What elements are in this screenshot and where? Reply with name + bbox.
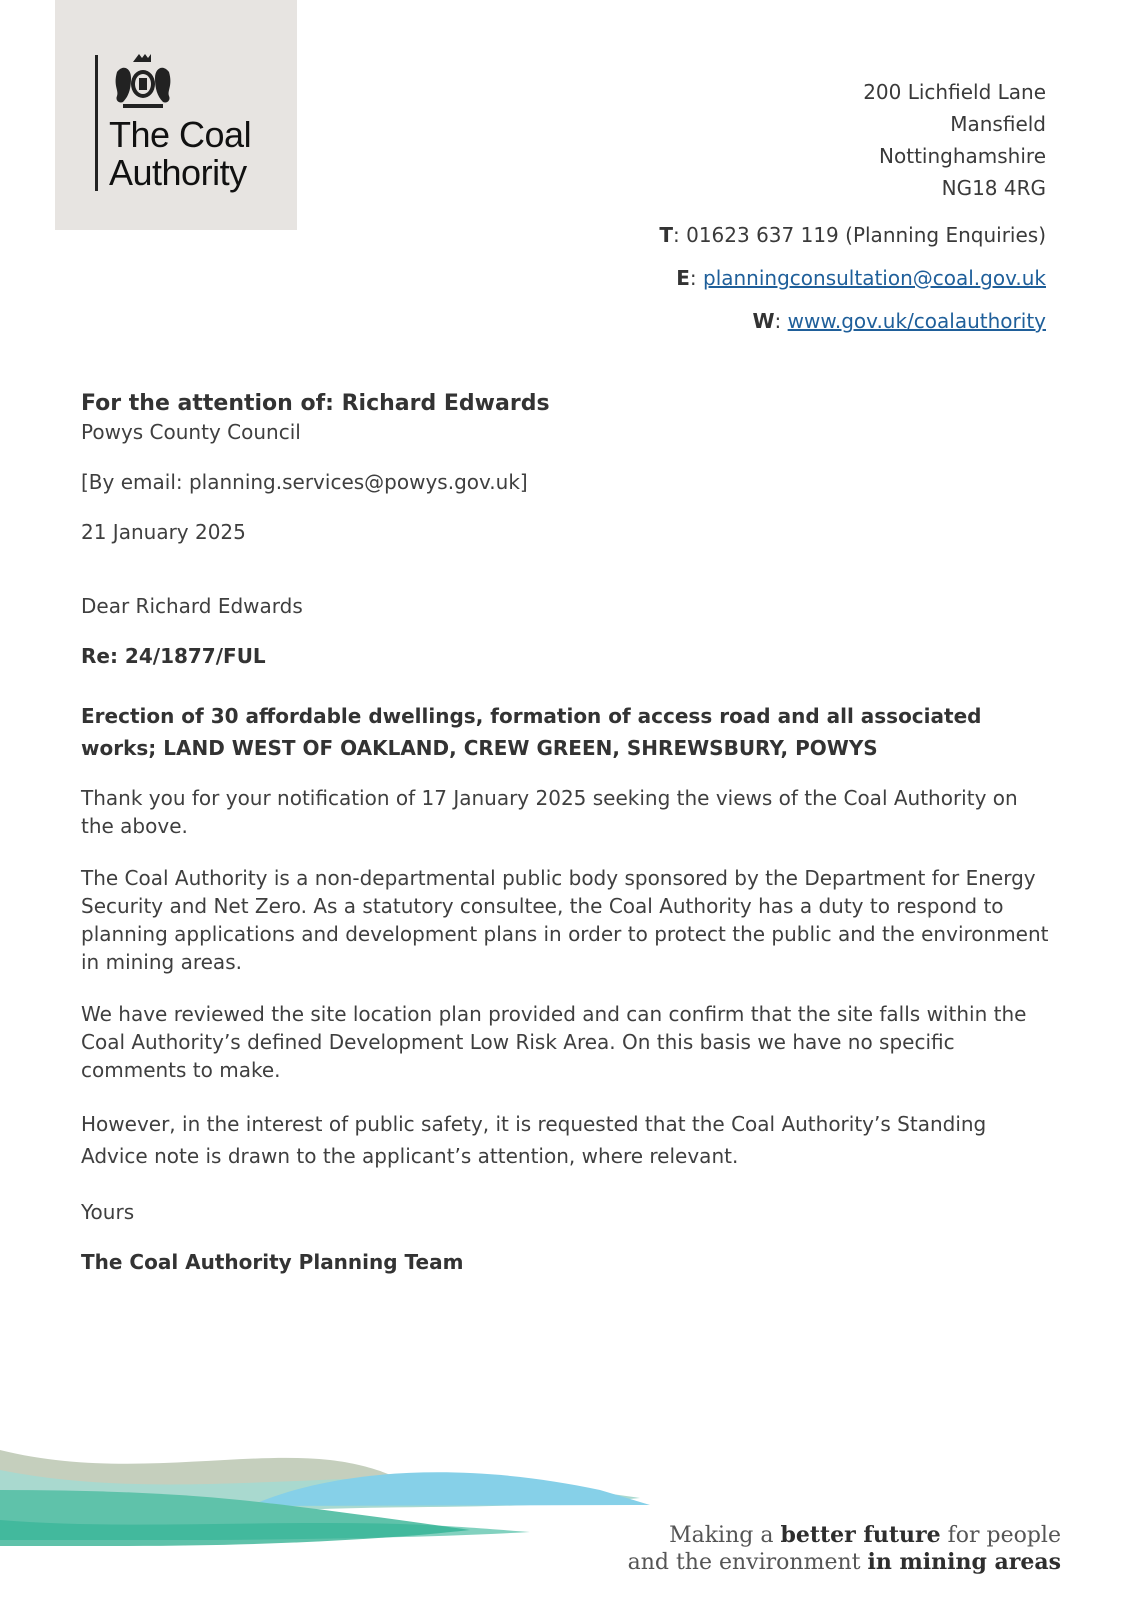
phone-number: 01623 637 119 (Planning Enquiries) [686, 223, 1046, 247]
address-line: NG18 4RG [941, 176, 1046, 200]
logo-bar [95, 55, 98, 191]
slogan-text: Making a [669, 1523, 781, 1548]
email-link[interactable]: planningconsultation@coal.gov.uk [703, 266, 1046, 290]
salutation: Dear Richard Edwards [81, 594, 303, 618]
closing: Yours [81, 1200, 135, 1224]
web-line: W: www.gov.uk/coalauthority [752, 309, 1046, 333]
subject-line: Erection of 30 affordable dwellings, formation of access road and all associated works; LAND WEST OF OAKLAND, CREW GREEN, SHREWSBURY, POWYS [81, 704, 982, 760]
paragraph: We have reviewed the site location plan provided and can confirm that the site falls within the Coal Authority’s defined Development Low Risk Area. On this basis we have no specific comments to make. [81, 1002, 1027, 1082]
slogan-emphasis: better future [780, 1522, 941, 1548]
slogan-emphasis: in mining areas [867, 1549, 1061, 1575]
phone-label: T [659, 223, 673, 247]
coal-authority-logo [55, 0, 297, 230]
slogan-line-2 [628, 1549, 1061, 1576]
royal-crest-icon [109, 54, 177, 110]
letter-body [81, 390, 1053, 1276]
email-line: E: planningconsultation@coal.gov.uk [676, 266, 1046, 290]
contact-details [659, 214, 1046, 343]
attention-line: For the attention of: Richard Edwards [81, 391, 550, 416]
sender-address [863, 76, 1046, 204]
web-label: W [752, 309, 775, 333]
recipient-council: Powys County Council [81, 420, 301, 444]
address-line: 200 Lichfield Lane [863, 80, 1046, 104]
slogan-line-1 [628, 1522, 1061, 1549]
website-link[interactable]: www.gov.uk/coalauthority [787, 309, 1046, 333]
footer-slogan [628, 1522, 1061, 1576]
email-label: E [676, 266, 690, 290]
footer-wave-graphic [0, 1450, 660, 1600]
reference: Re: 24/1877/FUL [81, 644, 266, 668]
phone-line: T: 01623 637 119 (Planning Enquiries) [659, 223, 1046, 247]
paragraph: However, in the interest of public safety, it is requested that the Coal Authority’s Standing Advice note is drawn to the applicant’s attention, where relevant. [81, 1112, 987, 1168]
paragraph: The Coal Authority is a non-departmental public body sponsored by the Department for Energy Security and Net Zero. As a statutory consultee, the Coal Authority has a duty to respond to planning applications and development plans in order to protect the public and the environment in mining areas. [81, 866, 1049, 974]
address-line: Nottinghamshire [879, 144, 1046, 168]
logo-wordmark [109, 116, 251, 192]
paragraph: Thank you for your notification of 17 January 2025 seeking the views of the Coal Authority on the above. [81, 786, 1018, 838]
letter-date: 21 January 2025 [81, 520, 246, 544]
signature: The Coal Authority Planning Team [81, 1250, 464, 1274]
slogan-text: for people [940, 1523, 1061, 1548]
slogan-text: and the environment [627, 1550, 868, 1575]
logo-line-1: The Coal [109, 114, 252, 155]
address-line: Mansfield [950, 112, 1046, 136]
logo-line-2: Authority [109, 152, 247, 193]
recipient-email: [By email: planning.services@powys.gov.uk] [81, 470, 528, 494]
